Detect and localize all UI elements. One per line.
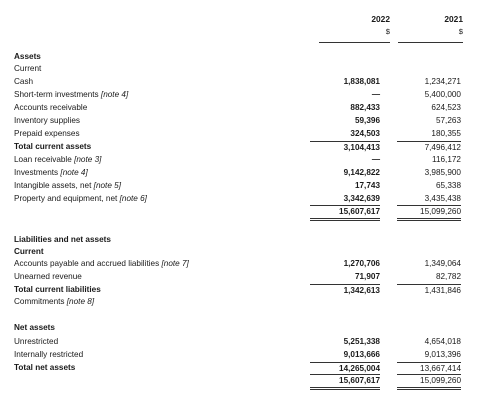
value-2022: 71,907	[354, 272, 380, 281]
value-2021: 3,435,438	[424, 194, 461, 203]
assets-current-label: Current	[14, 64, 42, 73]
value-2021: 7,496,412	[397, 141, 461, 154]
value-2022: 3,104,413	[310, 141, 380, 154]
value-2021: 116,172	[432, 155, 461, 164]
table-row-total-current-liabilities	[14, 284, 464, 296]
value-2021: 1,431,846	[397, 284, 461, 297]
row-label: Accounts receivable	[14, 103, 88, 112]
row-label: Unearned revenue	[14, 272, 82, 281]
table-row-internally-restricted	[14, 349, 464, 361]
value-2021: 180,355	[431, 129, 461, 138]
liabilities-section-title: Liabilities and net assets	[14, 235, 111, 244]
table-row-property-equipment	[14, 193, 464, 205]
table-row-accounts-payable	[14, 258, 464, 270]
value-2022: 324,503	[350, 129, 380, 138]
value-2021: 1,349,064	[424, 259, 461, 268]
year-2021-label: 2021	[444, 14, 463, 24]
value-2021: 4,654,018	[424, 337, 461, 346]
value-2021: 15,099,260	[397, 205, 461, 221]
table-row-inventory-supplies	[14, 115, 464, 127]
table-row-unrestricted	[14, 336, 464, 348]
value-2022: 1,270,706	[343, 259, 380, 268]
value-2022: 5,251,338	[343, 337, 380, 346]
column-header-2022	[319, 14, 390, 43]
table-row-commitments	[14, 296, 464, 308]
table-row-total-assets	[14, 205, 464, 217]
value-2021: 65,338	[435, 181, 461, 190]
table-row-unearned-revenue	[14, 271, 464, 283]
value-2021: 624,523	[431, 103, 461, 112]
value-2021: 82,782	[435, 272, 461, 281]
value-2021: 9,013,396	[424, 350, 461, 359]
value-2022: 1,838,081	[343, 77, 380, 86]
table-row-cash	[14, 76, 464, 88]
year-2022-label: 2022	[371, 14, 390, 24]
column-header-2021	[398, 14, 463, 43]
row-label: Total current assets	[14, 142, 92, 151]
currency-2021-label: $	[458, 27, 463, 36]
value-2022: —	[371, 155, 380, 164]
currency-2022-label: $	[385, 27, 390, 36]
value-2021: 57,263	[435, 116, 461, 125]
value-2022: 14,265,004	[310, 362, 380, 375]
value-2022: 17,743	[354, 181, 380, 190]
value-2022: 9,013,666	[343, 350, 380, 359]
row-label: Inventory supplies	[14, 116, 80, 125]
value-2022: 1,342,613	[310, 284, 380, 297]
table-row-intangible-assets	[14, 180, 464, 192]
row-label: Intangible assets, net [note 5]	[14, 181, 121, 190]
value-2022: 3,342,639	[343, 194, 380, 203]
value-2021: 13,667,414	[397, 362, 461, 375]
table-row-accounts-receivable	[14, 102, 464, 114]
row-label: Unrestricted	[14, 337, 59, 346]
value-2021: 3,985,900	[424, 168, 461, 177]
table-row-loan-receivable	[14, 154, 464, 166]
row-label: Short-term investments [note 4]	[14, 90, 129, 99]
value-2022: 15,607,617	[310, 374, 380, 390]
row-label: Commitments [note 8]	[14, 297, 95, 306]
row-label: Prepaid expenses	[14, 129, 80, 138]
value-2022: —	[371, 90, 380, 99]
row-label: Internally restricted	[14, 350, 84, 359]
assets-section-title: Assets	[14, 52, 41, 61]
table-row-short-term-investments	[14, 89, 464, 101]
row-label: Investments [note 4]	[14, 168, 88, 177]
table-row-total-liabilities-net-assets	[14, 374, 464, 386]
value-2021: 1,234,271	[424, 77, 461, 86]
row-label: Accounts payable and accrued liabilities [note 7]	[14, 259, 189, 268]
value-2022: 882,433	[350, 103, 380, 112]
row-label: Cash	[14, 77, 34, 86]
table-row-prepaid-expenses	[14, 128, 464, 140]
value-2021: 15,099,260	[397, 374, 461, 390]
row-label: Total net assets	[14, 363, 76, 372]
row-label: Property and equipment, net [note 6]	[14, 194, 147, 203]
value-2022: 15,607,617	[310, 205, 380, 221]
table-row-total-current-assets	[14, 141, 464, 153]
liabilities-current-label: Current	[14, 247, 44, 256]
net-assets-section-title: Net assets	[14, 323, 55, 332]
table-row-investments	[14, 167, 464, 179]
value-2021: 5,400,000	[424, 90, 461, 99]
value-2022: 59,396	[354, 116, 380, 125]
row-label: Loan receivable [note 3]	[14, 155, 102, 164]
table-row-total-net-assets	[14, 362, 464, 374]
row-label: Total current liabilities	[14, 285, 101, 294]
value-2022: 9,142,822	[343, 168, 380, 177]
